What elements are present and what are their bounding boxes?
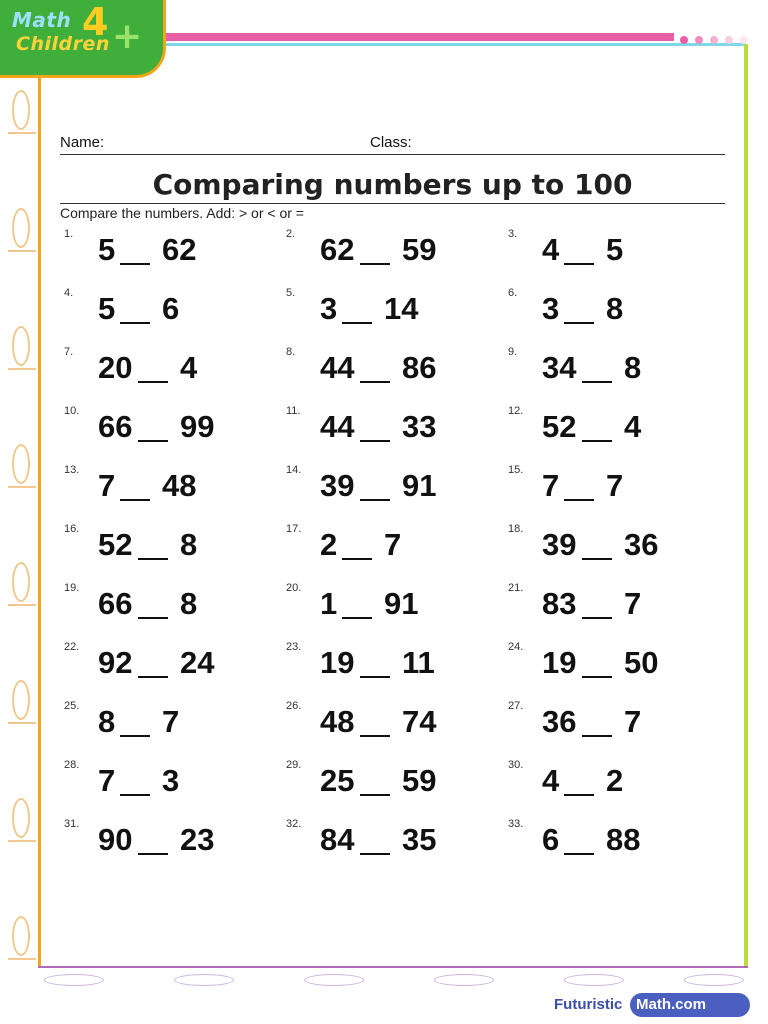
answer-blank[interactable]	[360, 381, 390, 383]
answer-blank[interactable]	[582, 676, 612, 678]
problem-left-number: 66	[98, 409, 133, 444]
problem-number: 14.	[286, 464, 302, 476]
problem-left-number: 66	[98, 586, 133, 621]
instructions: Compare the numbers. Add: > or < or =	[60, 205, 304, 221]
problem-number: 22.	[64, 641, 80, 653]
title-rule	[60, 203, 725, 204]
answer-blank[interactable]	[564, 263, 594, 265]
problem-right-number: 7	[624, 704, 642, 739]
answer-blank[interactable]	[582, 558, 612, 560]
problem-number: 20.	[286, 582, 302, 594]
problem-left-number: 3	[542, 291, 560, 326]
problem-right-number: 59	[402, 763, 437, 798]
problem-left-number: 44	[320, 409, 355, 444]
problem-right-number: 91	[402, 468, 437, 503]
problem-left-number: 44	[320, 350, 355, 385]
left-ornament	[8, 80, 36, 970]
left-border	[38, 78, 41, 968]
brand-suffix: Math.com	[630, 993, 750, 1017]
answer-blank[interactable]	[120, 263, 150, 265]
problem-number: 8.	[286, 346, 296, 358]
problem-left-number: 84	[320, 822, 355, 857]
answer-blank[interactable]	[360, 794, 390, 796]
problem-left-number: 39	[320, 468, 355, 503]
problem-left-number: 52	[542, 409, 577, 444]
answer-blank[interactable]	[138, 558, 168, 560]
answer-blank[interactable]	[582, 735, 612, 737]
problem-right-number: 74	[402, 704, 437, 739]
problem-right-number: 7	[606, 468, 624, 503]
answer-blank[interactable]	[360, 853, 390, 855]
answer-blank[interactable]	[564, 322, 594, 324]
top-cyan-bar	[166, 43, 746, 46]
problem-right-number: 35	[402, 822, 437, 857]
answer-blank[interactable]	[582, 440, 612, 442]
answer-blank[interactable]	[120, 794, 150, 796]
problem-right-number: 7	[384, 527, 402, 562]
problem-left-number: 4	[542, 763, 560, 798]
answer-blank[interactable]	[342, 558, 372, 560]
answer-blank[interactable]	[360, 440, 390, 442]
problem-right-number: 7	[624, 586, 642, 621]
problem-number: 27.	[508, 700, 524, 712]
problem-number: 28.	[64, 759, 80, 771]
problem-number: 17.	[286, 523, 302, 535]
problem-number: 9.	[508, 346, 518, 358]
problem-number: 29.	[286, 759, 302, 771]
problem-number: 2.	[286, 228, 296, 240]
problem-right-number: 99	[180, 409, 215, 444]
logo-text-math: Math	[12, 8, 72, 32]
problem-left-number: 92	[98, 645, 133, 680]
brand-logo	[554, 993, 750, 1017]
bottom-ornament	[44, 972, 748, 990]
problem-right-number: 6	[162, 291, 180, 326]
answer-blank[interactable]	[564, 499, 594, 501]
answer-blank[interactable]	[342, 617, 372, 619]
problem-right-number: 8	[624, 350, 642, 385]
name-class-rule	[60, 154, 725, 155]
problem-right-number: 33	[402, 409, 437, 444]
problem-right-number: 24	[180, 645, 215, 680]
problem-number: 5.	[286, 287, 296, 299]
problem-number: 1.	[64, 228, 74, 240]
problem-left-number: 34	[542, 350, 577, 385]
answer-blank[interactable]	[564, 794, 594, 796]
problem-right-number: 62	[162, 232, 197, 267]
problem-left-number: 5	[98, 232, 116, 267]
problem-left-number: 8	[98, 704, 116, 739]
problem-left-number: 36	[542, 704, 577, 739]
logo	[0, 0, 166, 78]
answer-blank[interactable]	[582, 617, 612, 619]
problem-right-number: 7	[162, 704, 180, 739]
problem-right-number: 4	[624, 409, 642, 444]
problem-right-number: 91	[384, 586, 419, 621]
brand-prefix: Futuristic	[554, 996, 623, 1013]
problem-right-number: 36	[624, 527, 659, 562]
problem-left-number: 2	[320, 527, 338, 562]
problem-right-number: 5	[606, 232, 624, 267]
answer-blank[interactable]	[120, 735, 150, 737]
problem-right-number: 86	[402, 350, 437, 385]
bottom-border	[38, 966, 748, 968]
problem-right-number: 8	[180, 586, 198, 621]
problem-left-number: 25	[320, 763, 355, 798]
problem-right-number: 3	[162, 763, 180, 798]
problem-right-number: 11	[402, 645, 435, 680]
problem-left-number: 7	[98, 763, 116, 798]
problem-left-number: 3	[320, 291, 338, 326]
problem-number: 33.	[508, 818, 524, 830]
problem-number: 15.	[508, 464, 524, 476]
answer-blank[interactable]	[138, 440, 168, 442]
answer-blank[interactable]	[582, 381, 612, 383]
problem-left-number: 4	[542, 232, 560, 267]
problem-right-number: 59	[402, 232, 437, 267]
problem-right-number: 50	[624, 645, 659, 680]
problem-number: 30.	[508, 759, 524, 771]
problem-right-number: 88	[606, 822, 641, 857]
problem-right-number: 48	[162, 468, 197, 503]
problem-number: 13.	[64, 464, 80, 476]
problem-number: 19.	[64, 582, 80, 594]
problem-right-number: 8	[606, 291, 624, 326]
problem-left-number: 7	[542, 468, 560, 503]
problem-number: 11.	[286, 405, 301, 417]
logo-plus: +	[112, 16, 143, 57]
answer-blank[interactable]	[360, 676, 390, 678]
problem-left-number: 48	[320, 704, 355, 739]
problem-number: 21.	[508, 582, 524, 594]
problem-left-number: 19	[542, 645, 577, 680]
answer-blank[interactable]	[342, 322, 372, 324]
problem-number: 25.	[64, 700, 80, 712]
logo-four: 4	[82, 0, 109, 44]
answer-blank[interactable]	[360, 263, 390, 265]
problem-left-number: 7	[98, 468, 116, 503]
problem-number: 3.	[508, 228, 518, 240]
problem-number: 31.	[64, 818, 80, 830]
problem-right-number: 4	[180, 350, 198, 385]
class-label: Class:	[370, 134, 412, 151]
answer-blank[interactable]	[360, 735, 390, 737]
problem-number: 6.	[508, 287, 518, 299]
problem-left-number: 1	[320, 586, 338, 621]
problem-left-number: 62	[320, 232, 355, 267]
name-label: Name:	[60, 134, 105, 151]
problem-left-number: 90	[98, 822, 133, 857]
problem-right-number: 8	[180, 527, 198, 562]
problem-number: 4.	[64, 287, 74, 299]
problem-number: 16.	[64, 523, 80, 535]
problem-left-number: 20	[98, 350, 133, 385]
problem-left-number: 52	[98, 527, 133, 562]
problem-left-number: 39	[542, 527, 577, 562]
logo-text-children: Children	[16, 33, 110, 55]
page-title: Comparing numbers up to 100	[152, 168, 633, 201]
problem-right-number: 14	[384, 291, 419, 326]
answer-blank[interactable]	[360, 499, 390, 501]
problem-number: 10.	[64, 405, 80, 417]
answer-blank[interactable]	[564, 853, 594, 855]
answer-blank[interactable]	[120, 322, 150, 324]
problem-left-number: 5	[98, 291, 116, 326]
problem-left-number: 6	[542, 822, 560, 857]
problem-right-number: 2	[606, 763, 624, 798]
problem-number: 32.	[286, 818, 302, 830]
problem-number: 23.	[286, 641, 302, 653]
answer-blank[interactable]	[120, 499, 150, 501]
right-border	[744, 44, 748, 968]
problem-left-number: 83	[542, 586, 577, 621]
answer-blank[interactable]	[138, 617, 168, 619]
problem-number: 24.	[508, 641, 524, 653]
problem-right-number: 23	[180, 822, 215, 857]
answer-blank[interactable]	[138, 853, 168, 855]
answer-blank[interactable]	[138, 381, 168, 383]
top-pink-bar	[166, 33, 674, 41]
problem-number: 12.	[508, 405, 524, 417]
problem-left-number: 19	[320, 645, 355, 680]
answer-blank[interactable]	[138, 676, 168, 678]
problem-number: 18.	[508, 523, 524, 535]
problem-number: 7.	[64, 346, 74, 358]
problem-number: 26.	[286, 700, 302, 712]
